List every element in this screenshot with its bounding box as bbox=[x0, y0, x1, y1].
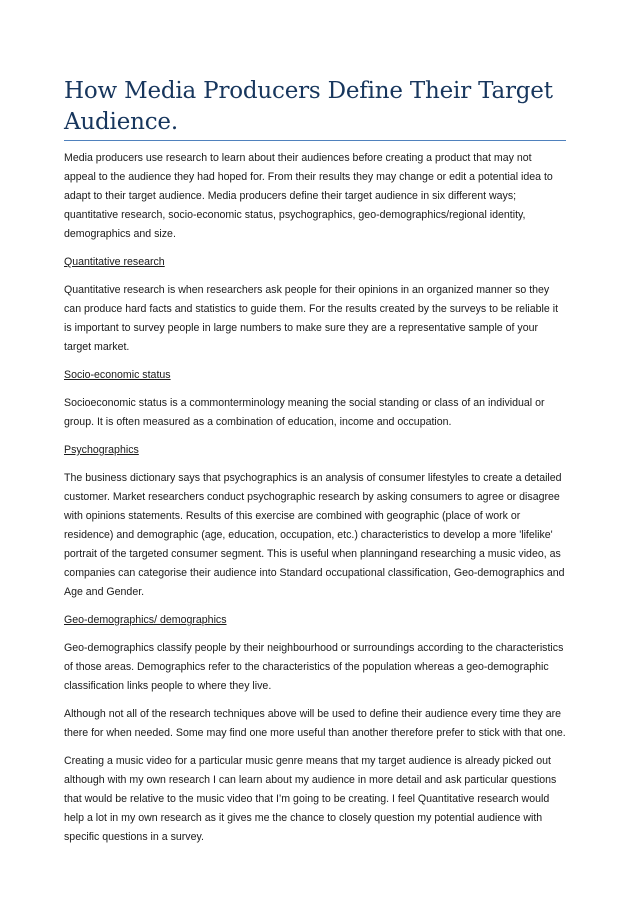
section-body-psychographics: The business dictionary says that psychographics is an analysis of consumer lifestyles to create a detailed customer. Market researchers conduct psychographic research by asking consumers to agree or disagree with opinions statements. Results of this exercise are combined with geographic (place of work or residence) and demographic (age, education, occupation, etc.) characteristics to develop a more 'lifelike' portrait of the targeted consumer segment. This is useful when planningand researching a music video, as companies can categorise their audience into Standard occupational classification, Geo-demographics and Age and Gender. bbox=[64, 472, 565, 598]
section-heading-psychographics: Psychographics bbox=[64, 444, 139, 456]
section-body-socio-economic-status: Socioeconomic status is a commonterminology meaning the social standing or class of an individual or group. It is often measured as a combination of education, income and occupation. bbox=[64, 397, 545, 428]
document-title: How Media Producers Define Their Target Audience. bbox=[64, 76, 566, 141]
intro-paragraph: Media producers use research to learn about their audiences before creating a product that may not appeal to the audience they had hoped for. From their results they may change or edit a potential idea to adapt to their target audience. Media producers define their target audience in six different ways; quantitative research, socio-economic status, psychographics, geo-demographics/regional identity, demographics and size. bbox=[64, 152, 553, 240]
section-body-quantitative-research: Quantitative research is when researchers ask people for their opinions in an organized manner so they can produce hard facts and statistics to guide them. For the results created by the surveys to be reliable it is important to survey people in large numbers to make sure they are a representative sample of your target market. bbox=[64, 284, 559, 353]
closing-paragraph: Although not all of the research techniques above will be used to define their audience every time they are there for when needed. Some may find one more useful than another therefore prefer to stick with that one. bbox=[64, 708, 566, 739]
document-page bbox=[64, 76, 566, 847]
conclusion-paragraph: Creating a music video for a particular music genre means that my target audience is already picked out although with my own research I can learn about my audience in more detail and ask particular questions that would be relative to the music video that I’m going to be creating. I feel Quantitative research would help a lot in my own research as it gives me the chance to closely question my potential audience with specific questions in a survey. bbox=[64, 755, 557, 843]
section-heading-socio-economic-status: Socio-economic status bbox=[64, 369, 171, 381]
section-heading-geo-demographics: Geo-demographics/ demographics bbox=[64, 614, 227, 626]
section-heading-quantitative-research: Quantitative research bbox=[64, 256, 165, 268]
section-body-geo-demographics: Geo-demographics classify people by their neighbourhood or surroundings according to the characteristics of those areas. Demographics refer to the characteristics of the population whereas a geo-demographic classification links people to where they live. bbox=[64, 642, 564, 692]
